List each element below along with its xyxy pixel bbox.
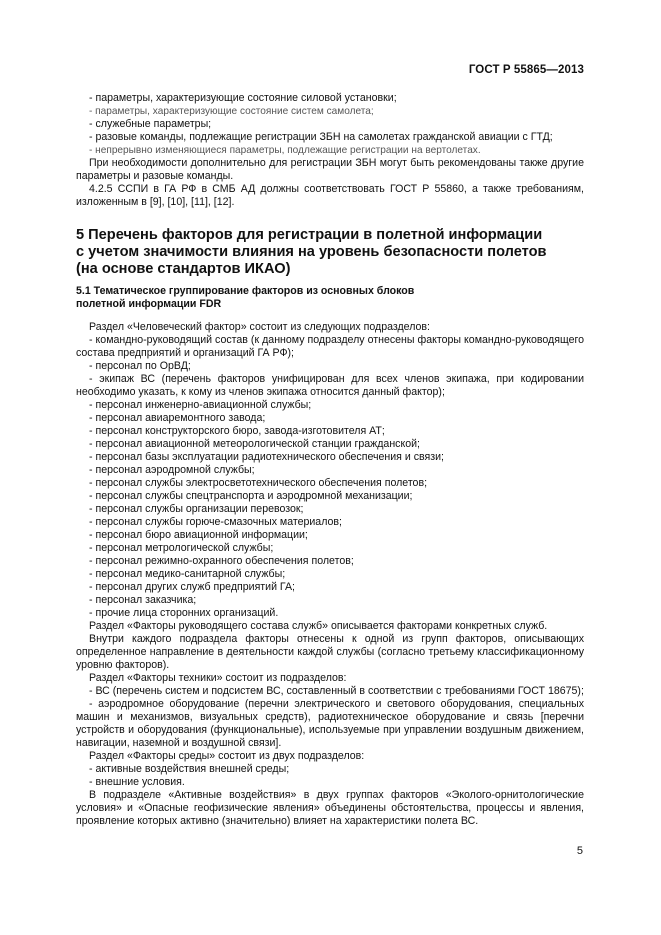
paragraph: - персонал заказчика; xyxy=(89,594,197,606)
document-header: ГОСТ Р 55865—2013 xyxy=(468,64,584,76)
paragraph: - персонал инженерно-авиационной службы; xyxy=(89,399,312,411)
paragraph: Раздел «Факторы техники» состоит из подразделов: xyxy=(89,672,347,684)
paragraph: - служебные параметры; xyxy=(89,118,212,130)
paragraph: Раздел «Факторы руководящего состава служб» описывается факторами конкретных служб. xyxy=(89,620,548,632)
paragraph: - внешние условия. xyxy=(89,776,185,788)
paragraph: - персонал метрологической службы; xyxy=(89,542,274,554)
intro-paragraphs xyxy=(76,92,584,209)
paragraph: - персонал других служб предприятий ГА; xyxy=(89,581,295,593)
subsection-5-1-heading-line: полетной информации FDR xyxy=(76,298,222,310)
paragraph: - командно-руководящий состав (к данному подразделу отнесены факторы командно-руководящего состава предприятий и организаций ГА РФ); xyxy=(76,334,584,359)
section-5-heading xyxy=(76,227,576,278)
paragraph: - персонал конструкторского бюро, завода-изготовителя АТ; xyxy=(89,425,385,437)
section-5-heading-line: (на основе стандартов ИКАО) xyxy=(76,261,291,277)
paragraph: - ВС (перечень систем и подсистем ВС, составленный в соответствии с требованиями ГОСТ 18675); xyxy=(89,685,584,697)
paragraph: - параметры, характеризующие состояние силовой установки; xyxy=(89,92,397,104)
paragraph: - непрерывно изменяющиеся параметры, подлежащие регистрации на вертолетах. xyxy=(89,145,481,156)
paragraph: - персонал по ОрВД; xyxy=(89,360,191,372)
paragraph: - экипаж ВС (перечень факторов унифицирован для всех членов экипажа, при кодировании необходимо указать, к кому из членов экипажа относится данный фактор); xyxy=(76,373,584,398)
section-5-heading-line: с учетом значимости влияния на уровень безопасности полетов xyxy=(76,244,547,260)
paragraph: Раздел «Человеческий фактор» состоит из следующих подразделов: xyxy=(89,321,430,333)
paragraph: В подразделе «Активные воздействия» в двух группах факторов «Эколого-орнитологические условия» и «Опасные геофизические явления» объединены обстоятельства, процессы и явления, проявление которых активно (значительно) влияет на характеристики полета ВС. xyxy=(76,789,584,827)
paragraph: - персонал режимно-охранного обеспечения полетов; xyxy=(89,555,354,567)
paragraph: - аэродромное оборудование (перечни электрического и светового оборудования, специальных машин и механизмов, визуальных средств), радиотехническое оборудование и связь [перечни устройств и оборудования (функциональные), используемые при управлении воздушным движением, навигации, наземной и воздушной связи]. xyxy=(76,698,584,749)
subsection-5-1-heading-line: 5.1 Тематическое группирование факторов из основных блоков xyxy=(76,285,415,297)
paragraph: - активные воздействия внешней среды; xyxy=(89,763,290,775)
paragraph: - прочие лица сторонних организаций. xyxy=(89,607,279,619)
paragraph: - персонал авиационной метеорологической станции гражданской; xyxy=(89,438,420,450)
paragraph: - разовые команды, подлежащие регистрации ЗБН на самолетах гражданской авиации с ГТД; xyxy=(89,131,553,143)
paragraph: - персонал авиаремонтного завода; xyxy=(89,412,266,424)
paragraph: Внутри каждого подраздела факторы отнесены к одной из групп факторов, описывающих определенное направление в деятельности каждой службы (согласно третьему классификационному уровню факторов). xyxy=(76,633,584,671)
paragraph: - персонал бюро авиационной информации; xyxy=(89,529,308,541)
paragraph: - персонал службы спецтранспорта и аэродромной механизации; xyxy=(89,490,413,502)
paragraph: - персонал медико-санитарной службы; xyxy=(89,568,286,580)
paragraph: 4.2.5 ССПИ в ГА РФ в СМБ АД должны соответствовать ГОСТ Р 55860, а также требованиям, изложенным в [9], [10], [11], [12]. xyxy=(76,183,584,208)
paragraph: - персонал аэродромной службы; xyxy=(89,464,255,476)
paragraph: - параметры, характеризующие состояние систем самолета; xyxy=(89,106,374,117)
paragraph: - персонал службы горюче-смазочных материалов; xyxy=(89,516,342,528)
subsection-5-1-heading xyxy=(76,285,576,311)
paragraph: При необходимости дополнительно для регистрации ЗБН могут быть рекомендованы также другие параметры и разовые команды. xyxy=(76,157,584,182)
page-number: 5 xyxy=(576,845,583,857)
paragraph: Раздел «Факторы среды» состоит из двух подразделов: xyxy=(89,750,365,762)
paragraph: - персонал службы электросветотехнического обеспечения полетов; xyxy=(89,477,428,489)
paragraph: - персонал службы организации перевозок; xyxy=(89,503,304,515)
body-paragraphs xyxy=(76,321,584,828)
paragraph: - персонал базы эксплуатации радиотехнического обеспечения и связи; xyxy=(89,451,444,463)
section-5-heading-line: 5 Перечень факторов для регистрации в полетной информации xyxy=(76,227,543,243)
